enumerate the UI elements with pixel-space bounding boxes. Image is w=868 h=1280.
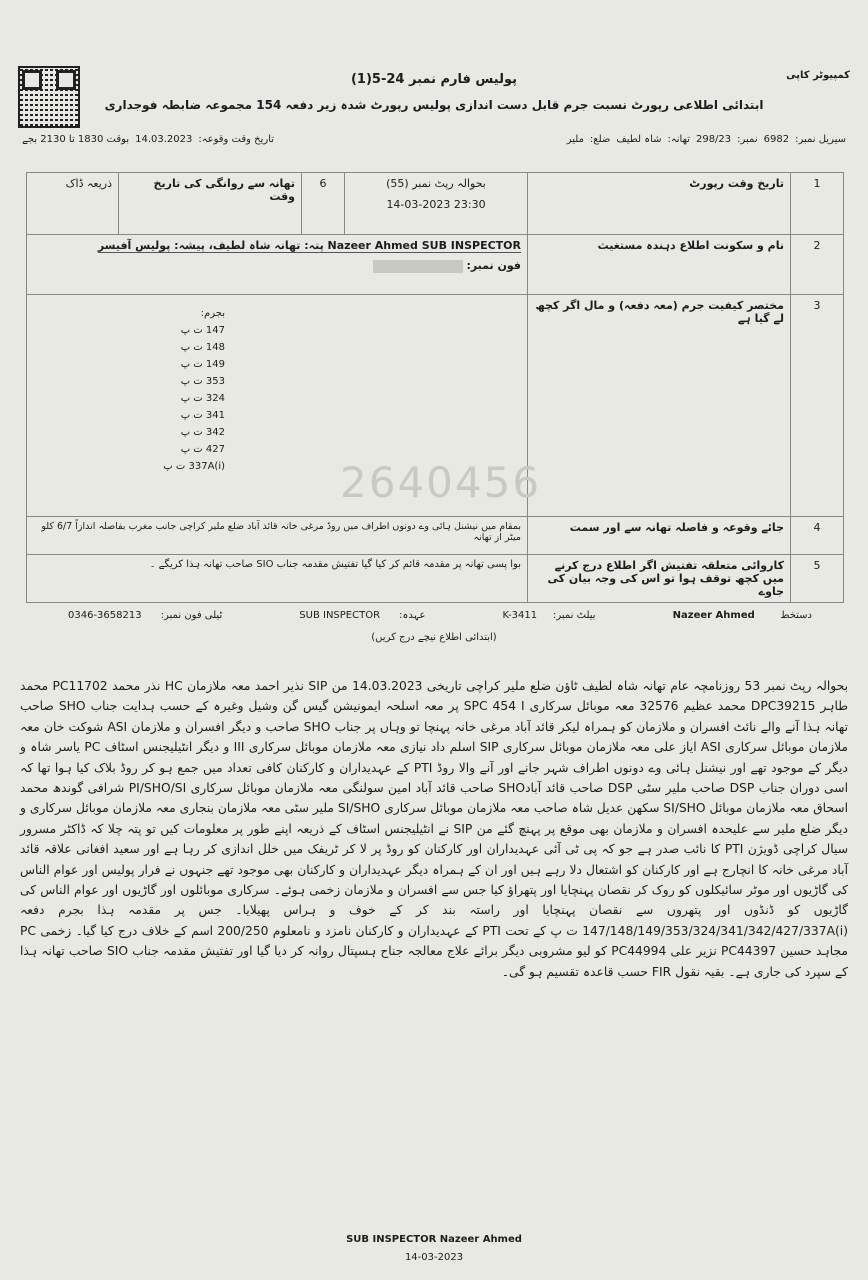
belt-label: بیلٹ نمبر: <box>552 610 596 621</box>
informant-cell <box>27 235 528 295</box>
serial-label: سیریل نمبر: <box>795 134 846 145</box>
row-informant <box>27 235 844 295</box>
form-title: پولیس فارم نمبر 24-5(1) <box>350 72 518 87</box>
row-number: 2 <box>791 235 844 295</box>
date-label: تاریخ وقت وقوعہ: <box>198 134 275 145</box>
phone-number: 0346-3658213 <box>68 610 142 621</box>
district-label: ضلع: <box>589 134 611 145</box>
offence-section-item: 341 ت پ <box>180 410 225 421</box>
signature-row <box>68 610 812 621</box>
row-number: 3 <box>791 295 844 517</box>
thana-value: شاہ لطیف <box>616 134 662 145</box>
row-delay <box>27 555 844 603</box>
offence-section-item: 147 ت پ <box>180 325 225 336</box>
offence-section-item: 324 ت پ <box>180 393 225 404</box>
time-value: بوقت 1830 تا 2130 بجے <box>22 134 130 145</box>
rank-label: عہدہ: <box>399 610 426 621</box>
row-number: 4 <box>791 517 844 555</box>
sign-block <box>673 610 812 621</box>
row-heading: تاریخ وقت رپورٹ <box>528 173 791 235</box>
date-value: 14.03.2023 <box>135 134 193 145</box>
footer-date: 14-03-2023 <box>404 1252 464 1263</box>
offence-section-item: 149 ت پ <box>180 359 225 370</box>
row-heading: مختصر کیفیت جرم (معہ دفعہ) و مال اگر کچھ لے گیا ہے <box>528 295 791 517</box>
offence-section-item: 353 ت پ <box>180 376 225 387</box>
phone-label: ٹیلی فون نمبر: <box>160 610 223 621</box>
offence-sections <box>135 305 225 475</box>
phone-block <box>68 610 222 621</box>
report-ref-cell <box>345 173 528 235</box>
occurrence-date <box>22 134 274 145</box>
row-number: 5 <box>791 555 844 603</box>
offence-section-item: 337A(i) ت پ <box>163 461 225 472</box>
fir-narrative: بحوالہ رپٹ نمبر 53 روزنامچہ عام تھانہ شاہ لطیف ٹاؤن ضلع ملیر کراچی تاریخی 14.03.2023 من SIP نذیر احمد معہ ملازمان HC نذر محمد PC11702 محمد طاہر DPC39215 محمد عظیم 32576 معہ موبائل سرکاری SPC 454 I پر معہ اسلحہ ایمونیشن گیس گن وشیل وغیرہ کے حسب ہدایت جناب SHO صاحب تھانہ ہذا آنے والے نائٹ افسران و ملازمان کو ہمراہ لیکر قائد آباد مرغی خانہ پہنچا تو وہاں پر جناب SHO صاحب و دیگر افسران و ملازمان ASI شوکت خان معہ ملازمان موبائل سرکاری ASI ایاز علی معہ ملازمان موبائل سرکاری SIP اسلم داد نیازی معہ ملازمان موبائل سرکاری III و دیگر انٹیلیجنس اسٹاف PC یاسر شاہ و دیگر کے موجود تھے اور نیشنل ہائی وے دونوں اطراف شہر جانے اور آنے والا روڈ PTI کے عہدیداران و کارکنان کافی تعداد میں جمع ہو کر روڈ بلاک کیا ہوا تھا کہ اسی دوران جناب DSP صاحب ملیر سٹی DSP صاحب قائد آبادSHO صاحب قائد آباد امین سولنگی معہ ملازمان موبائل سرکاری PI/SHO/SI شرافی گوندھ محمد اسحاق معہ ملازمان موبائل SI/SHO سکھن عدیل شاہ صاحب معہ ملازمان موبائل سرکاری SI/SHO ملیر سٹی معہ ملازمان بنجاری معہ ملازمان موبائل سرکاری و دیگر ضلع ملیر سے علیحدہ افسران و ملازمان بھی موقع پر پہنچ گئے من SIP نے انٹیلیجنس اسٹاف کے ذریعہ اپنے طور پر معلومات کیں تو پتہ چلا کہ ڈاکٹر مسرور سیال کراچی ڈویژن PTI کا نائب صدر ہے جو کہ پی ٹی آئی عہدیداران اور کارکنان کو روڈ پر لا کر ٹریفک میں خلل اندازی کر رہا ہے اور سعید افغانی علاقہ قائد آباد مرغی خانہ کا انچارج ہے اور کارکنان کو اشتعال دلا رہے ہیں اور ان کے ہمراہ دیگر عہدیداران و کارکنان بھی موجود تھے جنہوں نے فرار پولیس اور عوام الناس کی گاڑیوں اور موٹر سائیکلوں کو روک کر نقصان پہنچایا اور پتھراؤ کیا جس سے افسران و ملازمان زخمی ہوئے۔ سرکاری موبائلوں اور گاڑیوں اور عوام الناس کی گاڑیوں کو ڈنڈوں اور پتھروں سے نقصان پہنچایا اور راستہ بند کر کے خوف و ہراس پھیلایا۔ جس پر مقدمہ ہذا بجرم دفعہ 147/148/149/353/324/341/342/427/337A(i) ت پ کے تحت PTI کے عہدیداران و کارکنان نامزد و نامعلوم 200/250 اسم کے خلاف درج کیا گیا۔ زخمی PC مجاہد حسین PC44397 نزیر علی PC44994 کو لیو مشروبی دیگر برائے علاج معالجہ جناح ہسپتال روانہ کر دیا گیا اور تفتیش مقدمہ جناب SIO صاحب تھانہ ہذا کے سپرد کی جاری ہے۔ بقیہ نقول FIR حسب قاعدہ تقسیم ہو گی۔ <box>20 679 849 979</box>
offence-section-item: 148 ت پ <box>180 342 225 353</box>
row-heading: کاروائی متعلقہ تفتیش اگر اطلاع درج کرنے میں کچھ توقف ہوا تو اس کی وجہ بیان کی جاوے <box>528 555 791 603</box>
row-number-6: 6 <box>302 173 345 235</box>
row-heading: جائے وقوعہ و فاصلہ تھانہ سے اور سمت <box>528 517 791 555</box>
dispatch-mode: ذریعہ ڈاک <box>27 173 119 235</box>
location-text: بمقام میں نیشنل ہائی وے دونوں اطراف میں روڈ مرغی خانہ قائد آباد ضلع ملیر کراچی جانب مغرب بفاصلہ اندازاً 6/7 کلو میٹر از تھانہ <box>27 517 528 555</box>
fir-instruction: (ابتدائی اطلاع نیچے درج کریں) <box>371 632 497 643</box>
delay-text: بوا پسی تھانہ پر مقدمہ قائم کر کیا گیا تفتیش مقدمہ جناب SIO صاحب تھانہ ہذا کریگے ۔ <box>27 555 528 603</box>
offence-section-item: 427 ت پ <box>180 444 225 455</box>
fir-meta <box>567 134 846 145</box>
rank-value: SUB INSPECTOR <box>299 610 381 621</box>
row-report-datetime <box>27 173 844 235</box>
informant-name: Nazeer Ahmed SUB INSPECTOR پتہ: تھانہ شاہ لطیف، پیشہ: پولیس آفیسر <box>97 239 521 252</box>
officer-name: Nazeer Ahmed <box>672 610 755 621</box>
phone-label: فون نمبر: <box>466 259 521 272</box>
thana-label: تھانہ: <box>667 134 690 145</box>
serial-value: 6982 <box>763 134 790 145</box>
number-value: 298/23 <box>695 134 732 145</box>
report-datetime: 14-03-2023 23:30 <box>386 198 486 211</box>
form-subtitle: ابتدائی اطلاعی رپورٹ نسبت جرم قابل دست اندازی پولیس رپورٹ شدہ زیر دفعہ 154 مجموعہ ضابطہ فوجداری <box>104 98 764 112</box>
belt-number: K-3411 <box>502 610 538 621</box>
watermark: 2640456 <box>340 458 542 507</box>
report-ref: بحوالہ رپٹ نمبر (55) <box>386 177 486 190</box>
row-heading: نام و سکونت اطلاع دہندہ مستغیث <box>528 235 791 295</box>
redacted-phone <box>373 260 463 273</box>
sign-label: دستخط <box>780 610 812 621</box>
sections-label: بجرم: <box>200 308 225 319</box>
row-location <box>27 517 844 555</box>
footer-officer: SUB INSPECTOR Nazeer Ahmed <box>346 1234 522 1245</box>
number-label: نمبر: <box>737 134 758 145</box>
row-number: 1 <box>791 173 844 235</box>
departure-heading: تھانہ سے روانگی کی تاریخ وقت <box>119 173 302 235</box>
district-value: ملیر <box>566 134 584 145</box>
computer-copy-label: کمپیوٹر کاپی <box>786 70 850 81</box>
offence-section-item: 342 ت پ <box>180 427 225 438</box>
fir-table <box>26 172 844 603</box>
rank-block <box>299 610 425 621</box>
belt-block <box>503 610 596 621</box>
